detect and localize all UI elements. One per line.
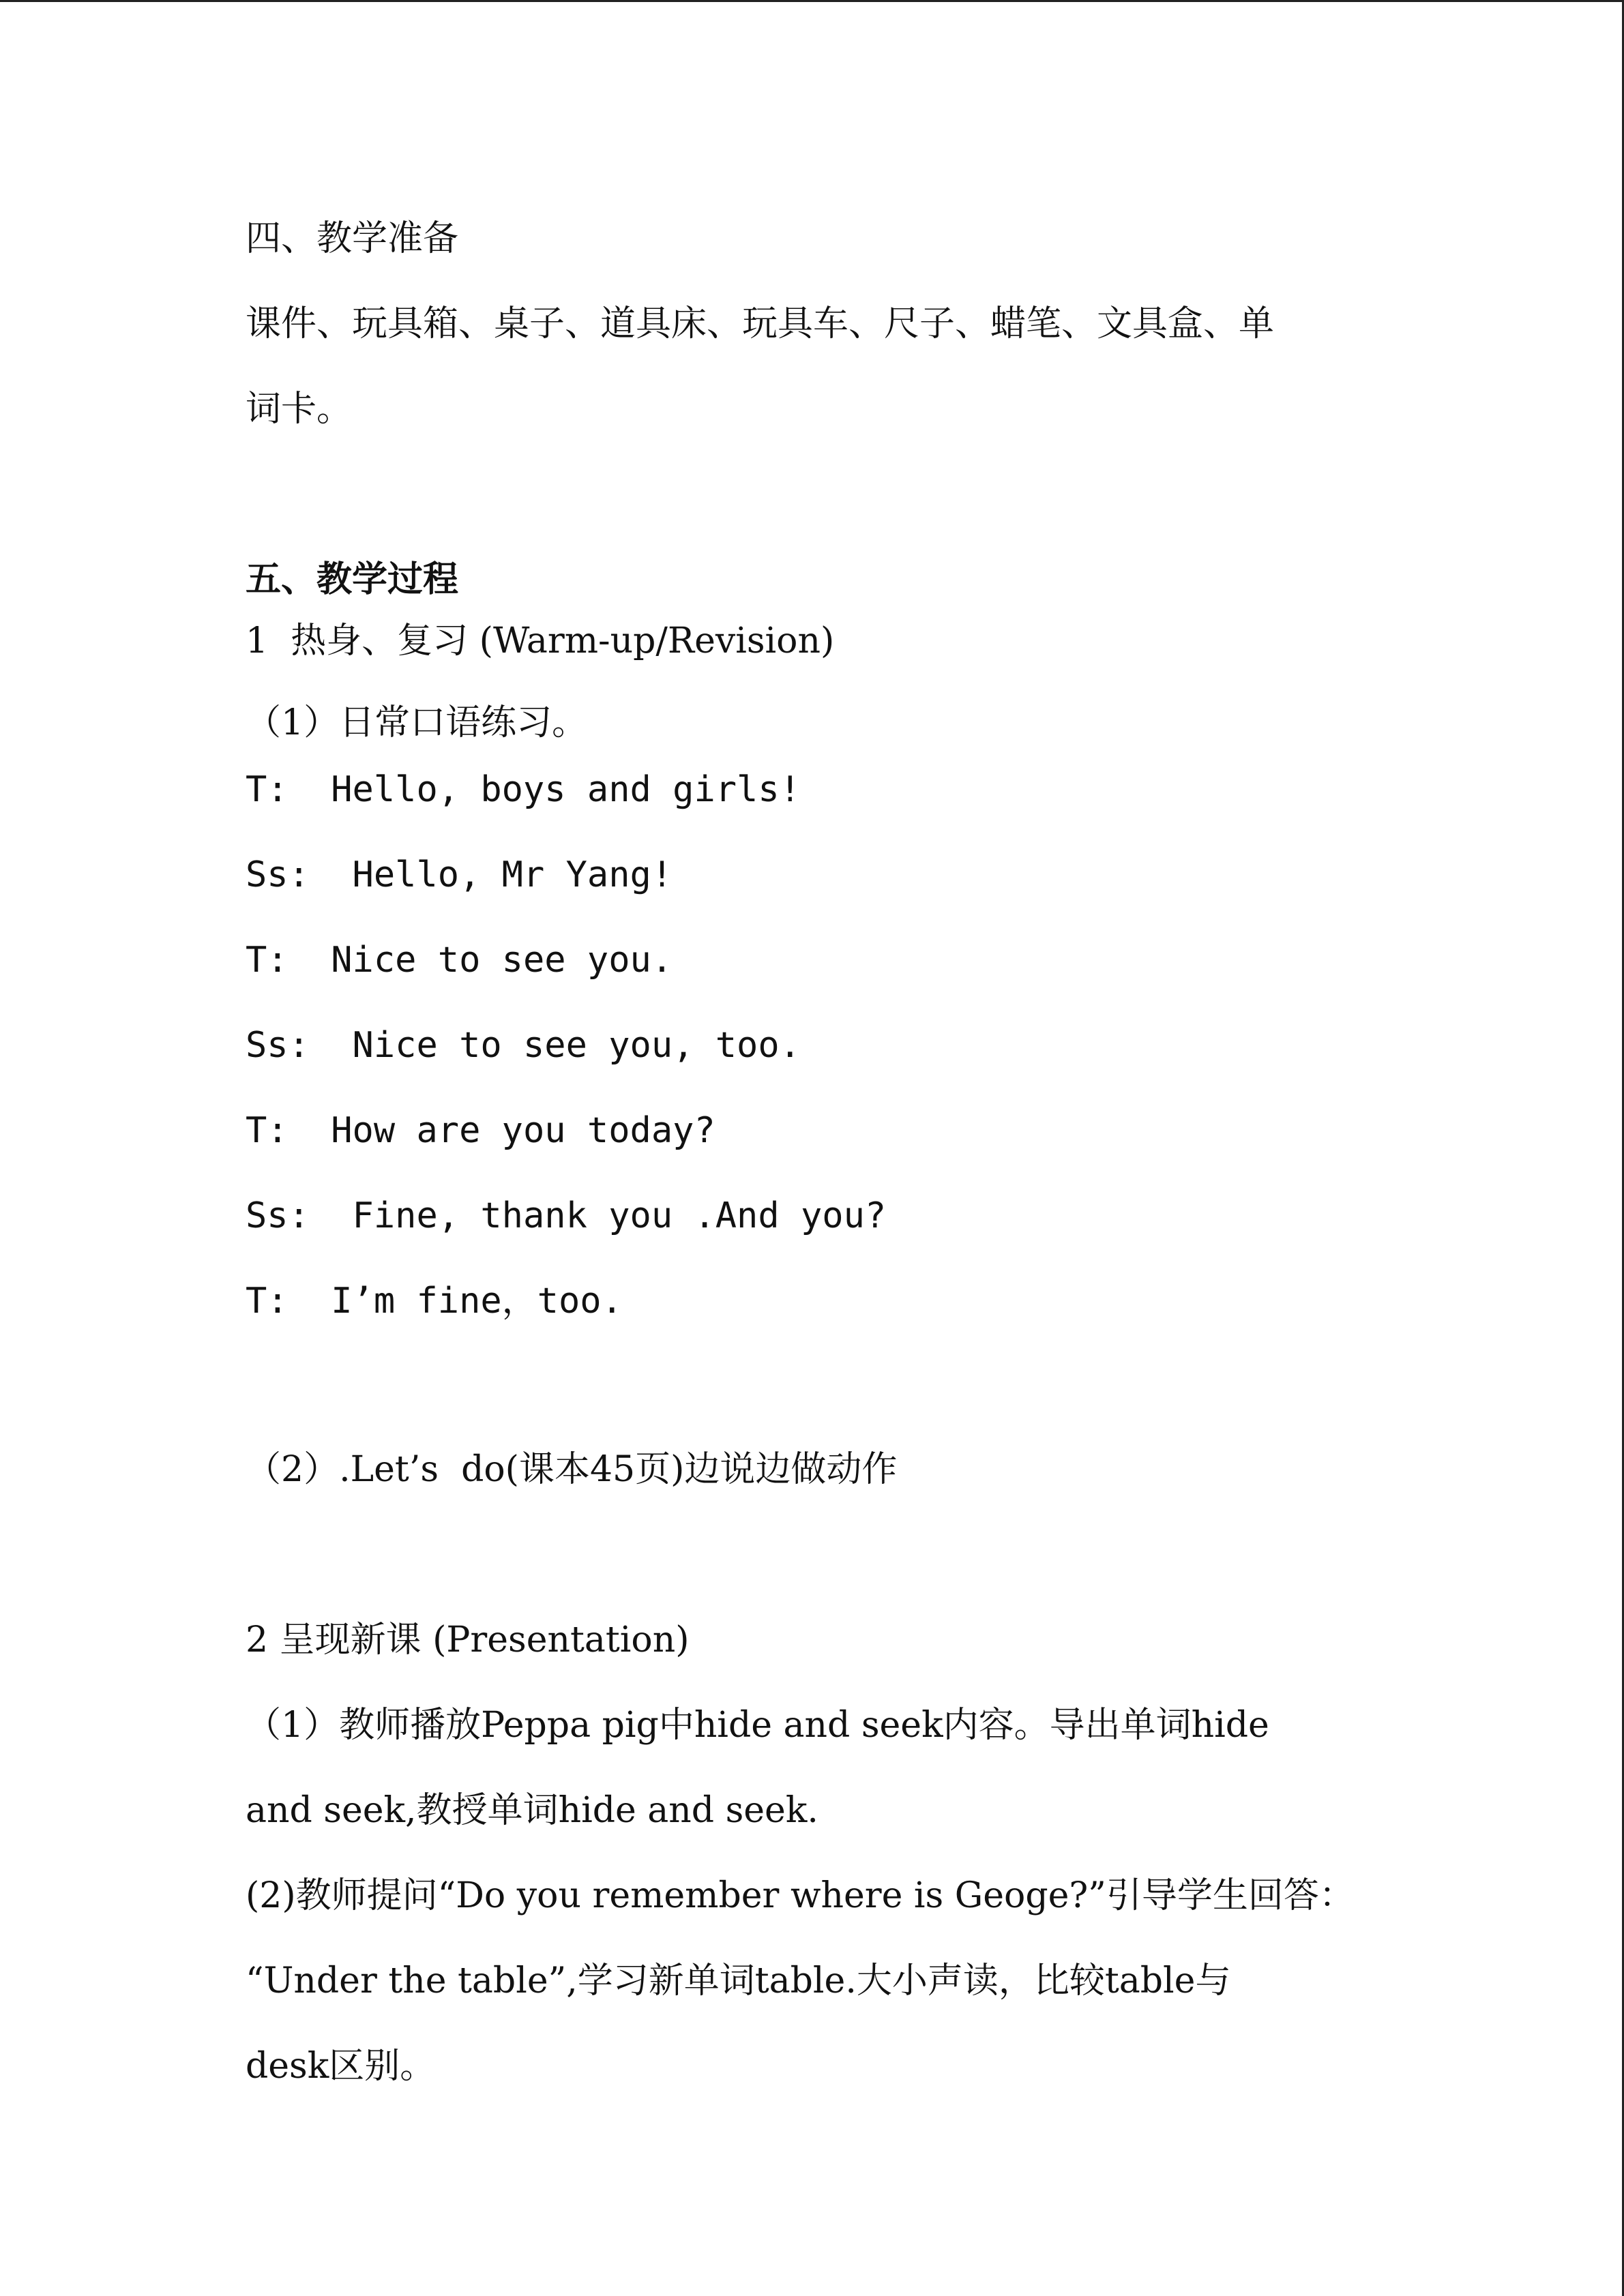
step2-item2-line-2: “Under the table”,学习新单词table.大小声读，比较table与	[246, 1960, 1231, 2001]
step2-item1-line-2: and seek,教授单词hide and seek.	[246, 1790, 818, 1831]
step1-subheading-2: （2）.Let’s do(课本45页)边说边做动作	[246, 1449, 898, 1490]
step2-item2-line-1: (2)教师提问“Do you remember where is Geoge?”引导学生回答：	[246, 1875, 1355, 1916]
dialogue-line: T: Hello, boys and girls!	[246, 769, 801, 810]
section-five-heading: 五、教学过程	[246, 558, 459, 600]
dialogue-line: Ss: Hello, Mr Yang!	[246, 854, 673, 895]
dialogue-line: Ss: Fine, thank you .And you?	[246, 1195, 887, 1236]
step2-item1-line-1: （1）教师播放Peppa pig中hide and seek内容。导出单词hide	[246, 1705, 1269, 1746]
dialogue-line: T: How are you today?	[246, 1110, 715, 1151]
materials-line-1: 课件、玩具箱、桌子、道具床、玩具车、尺子、蜡笔、文具盒、单	[246, 303, 1275, 344]
step1-subheading-1: （1）日常口语练习。	[246, 702, 588, 743]
dialogue-line: T: Nice to see you.	[246, 940, 673, 981]
document-page	[246, 0, 1378, 2296]
step2-item2-line-3: desk区别。	[246, 2046, 436, 2087]
section-four-heading: 四、教学准备	[246, 218, 459, 259]
step2-title: 2 呈现新课 (Presentation)	[246, 1620, 690, 1660]
materials-line-2: 词卡。	[246, 389, 353, 430]
dialogue-line: T: I’m fine，too.	[246, 1281, 623, 1322]
dialogue-line: Ss: Nice to see you, too.	[246, 1025, 801, 1066]
step1-title: 1 热身、复习 (Warm-up/Revision)	[246, 621, 835, 661]
